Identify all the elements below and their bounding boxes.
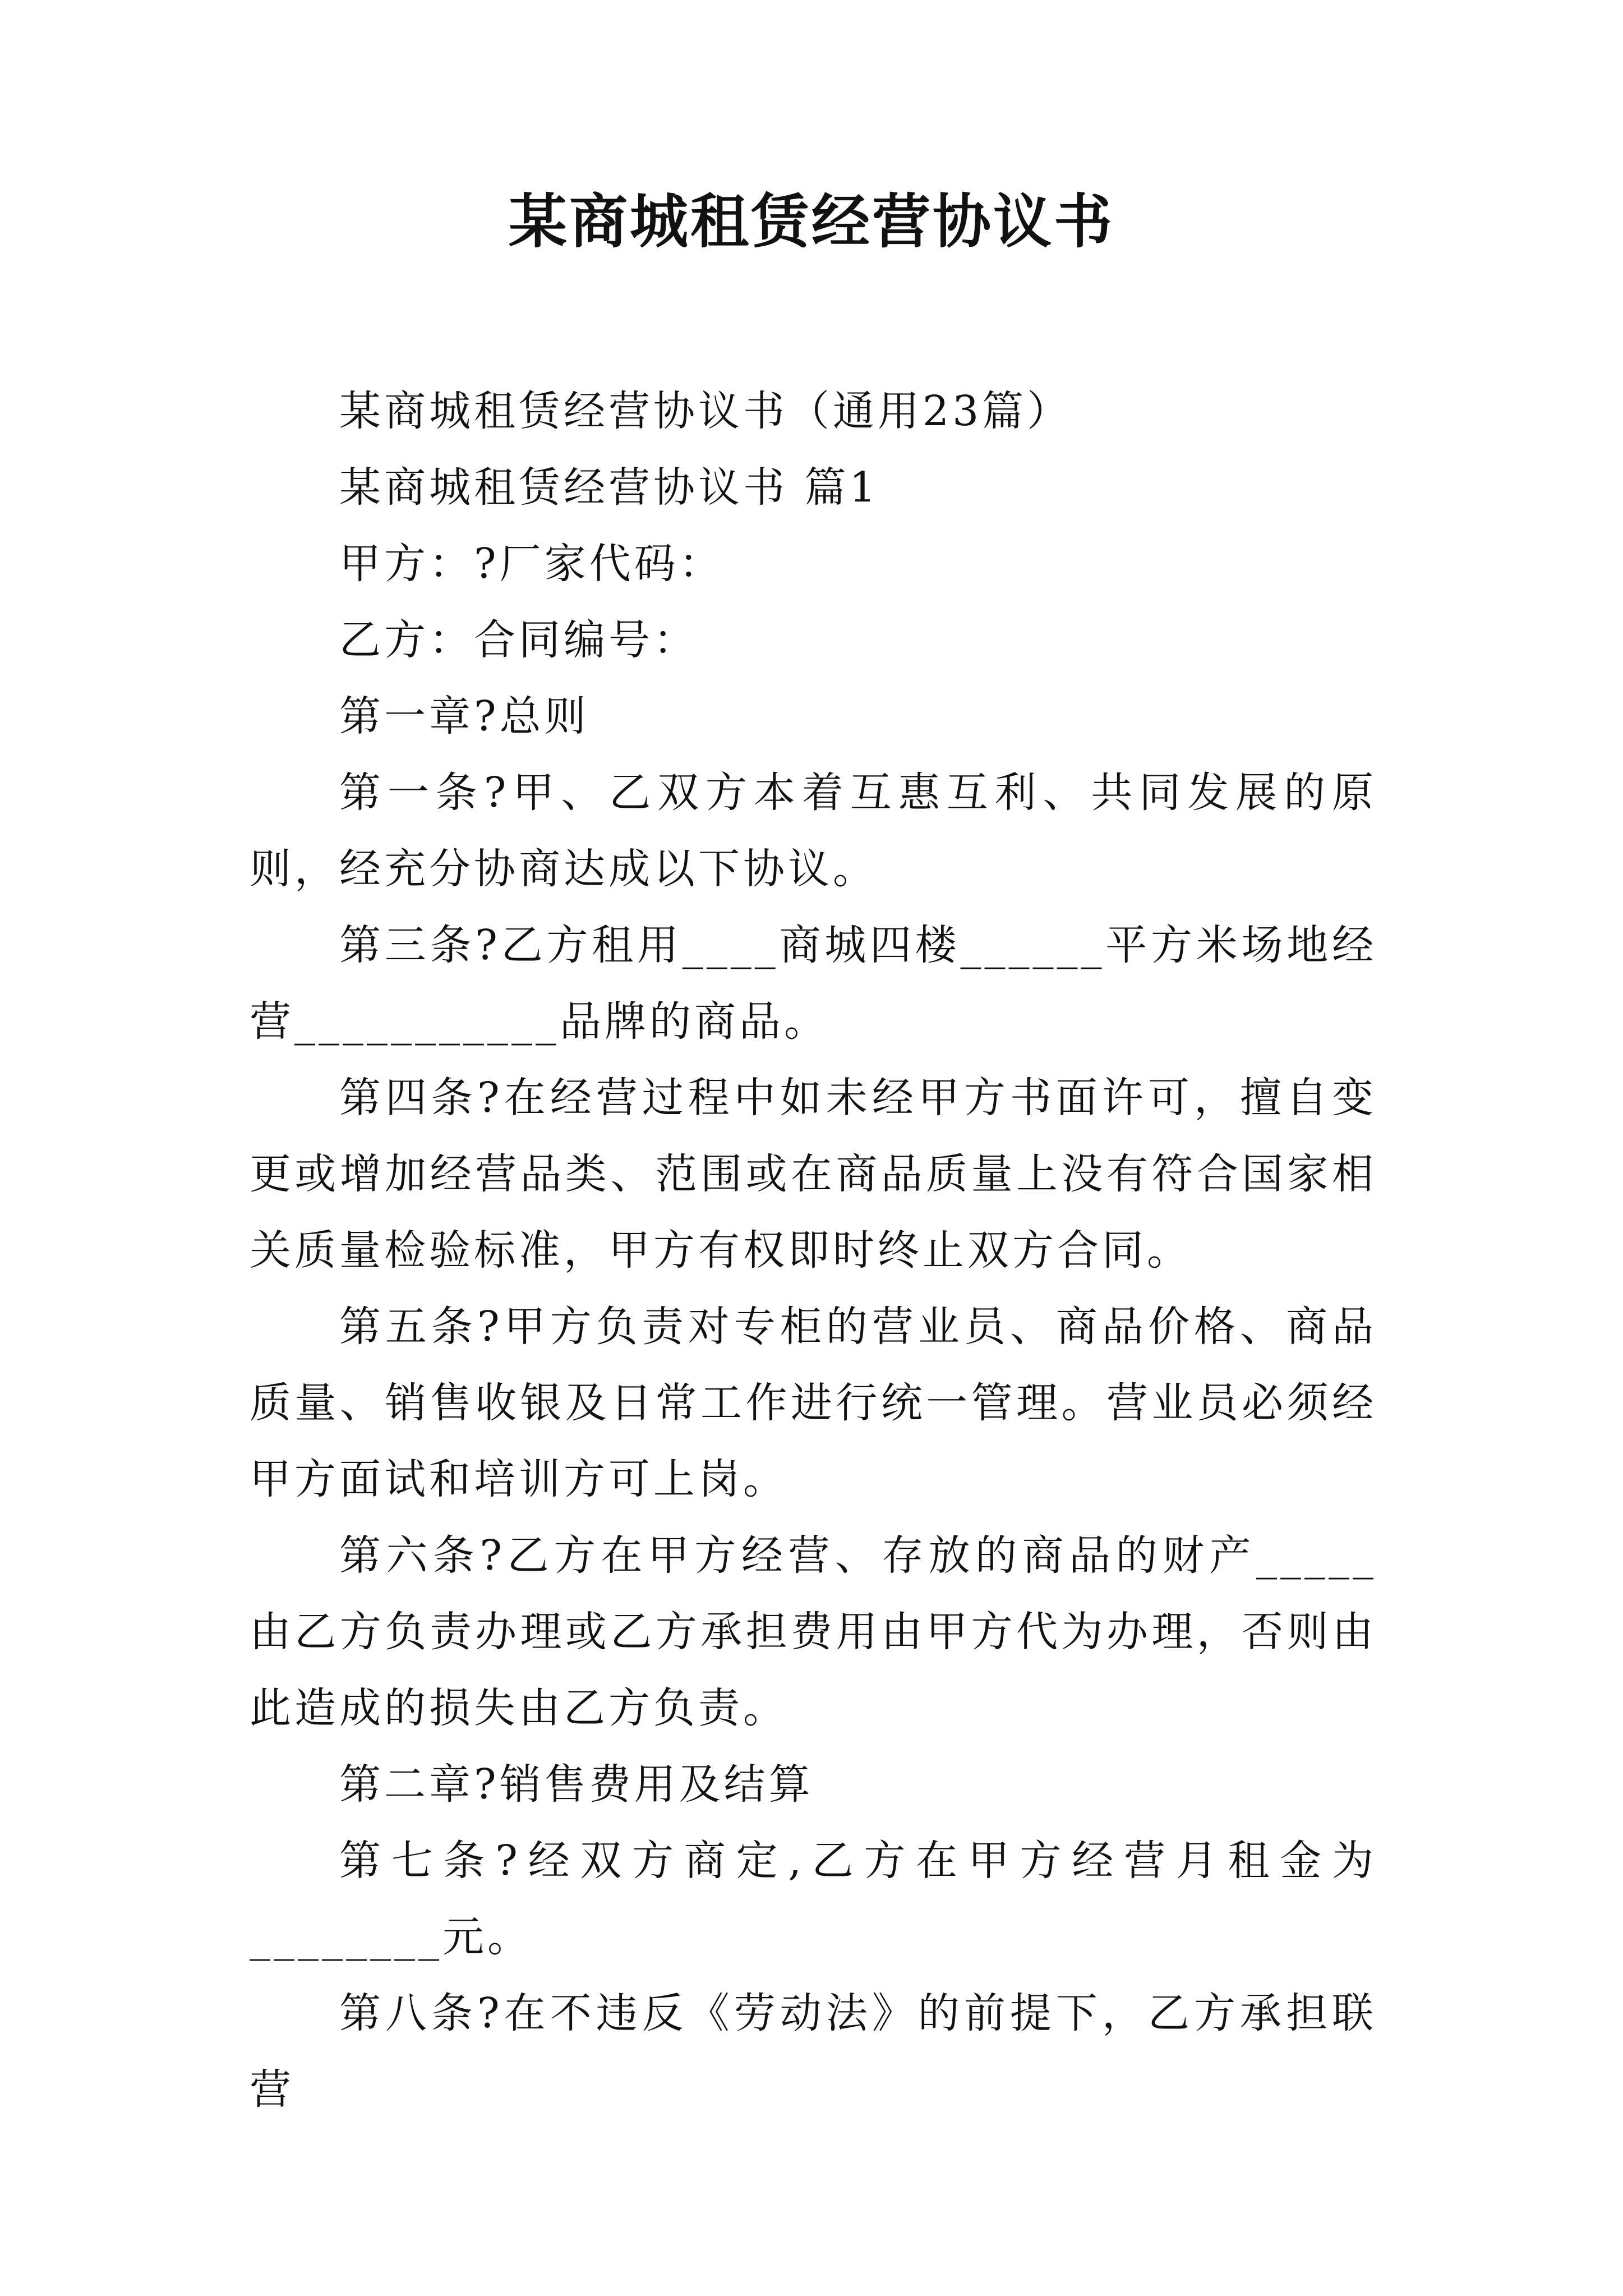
paragraph-party-b: 乙方：合同编号： <box>339 616 698 664</box>
document-body <box>250 373 1377 2128</box>
paragraph-article-3: 第三条?乙方租用____商城四楼______平方米场地经营___________品牌的商品。 <box>250 921 1377 1046</box>
paragraph-article-1: 第一条?甲、乙双方本着互惠互利、共同发展的原则，经充分协商达成以下协议。 <box>250 769 1377 893</box>
paragraph-series-title: 某商城租赁经营协议书（通用23篇） <box>339 387 1072 435</box>
paragraph-chapter-1: 第一章?总则 <box>339 692 589 740</box>
paragraph-chapter-2: 第二章?销售费用及结算 <box>339 1760 814 1809</box>
paragraph-article-5: 第五条?甲方负责对专柜的营业员、商品价格、商品质量、销售收银及日常工作进行统一管理。营业员必须经甲方面试和培训方可上岗。 <box>250 1303 1377 1503</box>
paragraph-article-8: 第八条?在不违反《劳动法》的前提下，乙方承担联营 <box>250 1989 1377 2114</box>
paragraph-chapter-heading: 某商城租赁经营协议书 篇1 <box>339 463 879 512</box>
paragraph-party-a: 甲方：?厂家代码： <box>339 540 724 588</box>
document-title: 某商城租赁经营协议书 <box>508 187 1114 256</box>
paragraph-article-7: 第七条?经双方商定,乙方在甲方经营月租金为________元。 <box>250 1837 1377 1961</box>
paragraph-article-6: 第六条?乙方在甲方经营、存放的商品的财产_____由乙方负责办理或乙方承担费用由甲方代为办理，否则由此造成的损失由乙方负责。 <box>250 1531 1377 1732</box>
paragraph-article-4: 第四条?在经营过程中如未经甲方书面许可，擅自变更或增加经营品类、范围或在商品质量上没有符合国家相关质量检验标准，甲方有权即时终止双方合同。 <box>250 1074 1377 1274</box>
